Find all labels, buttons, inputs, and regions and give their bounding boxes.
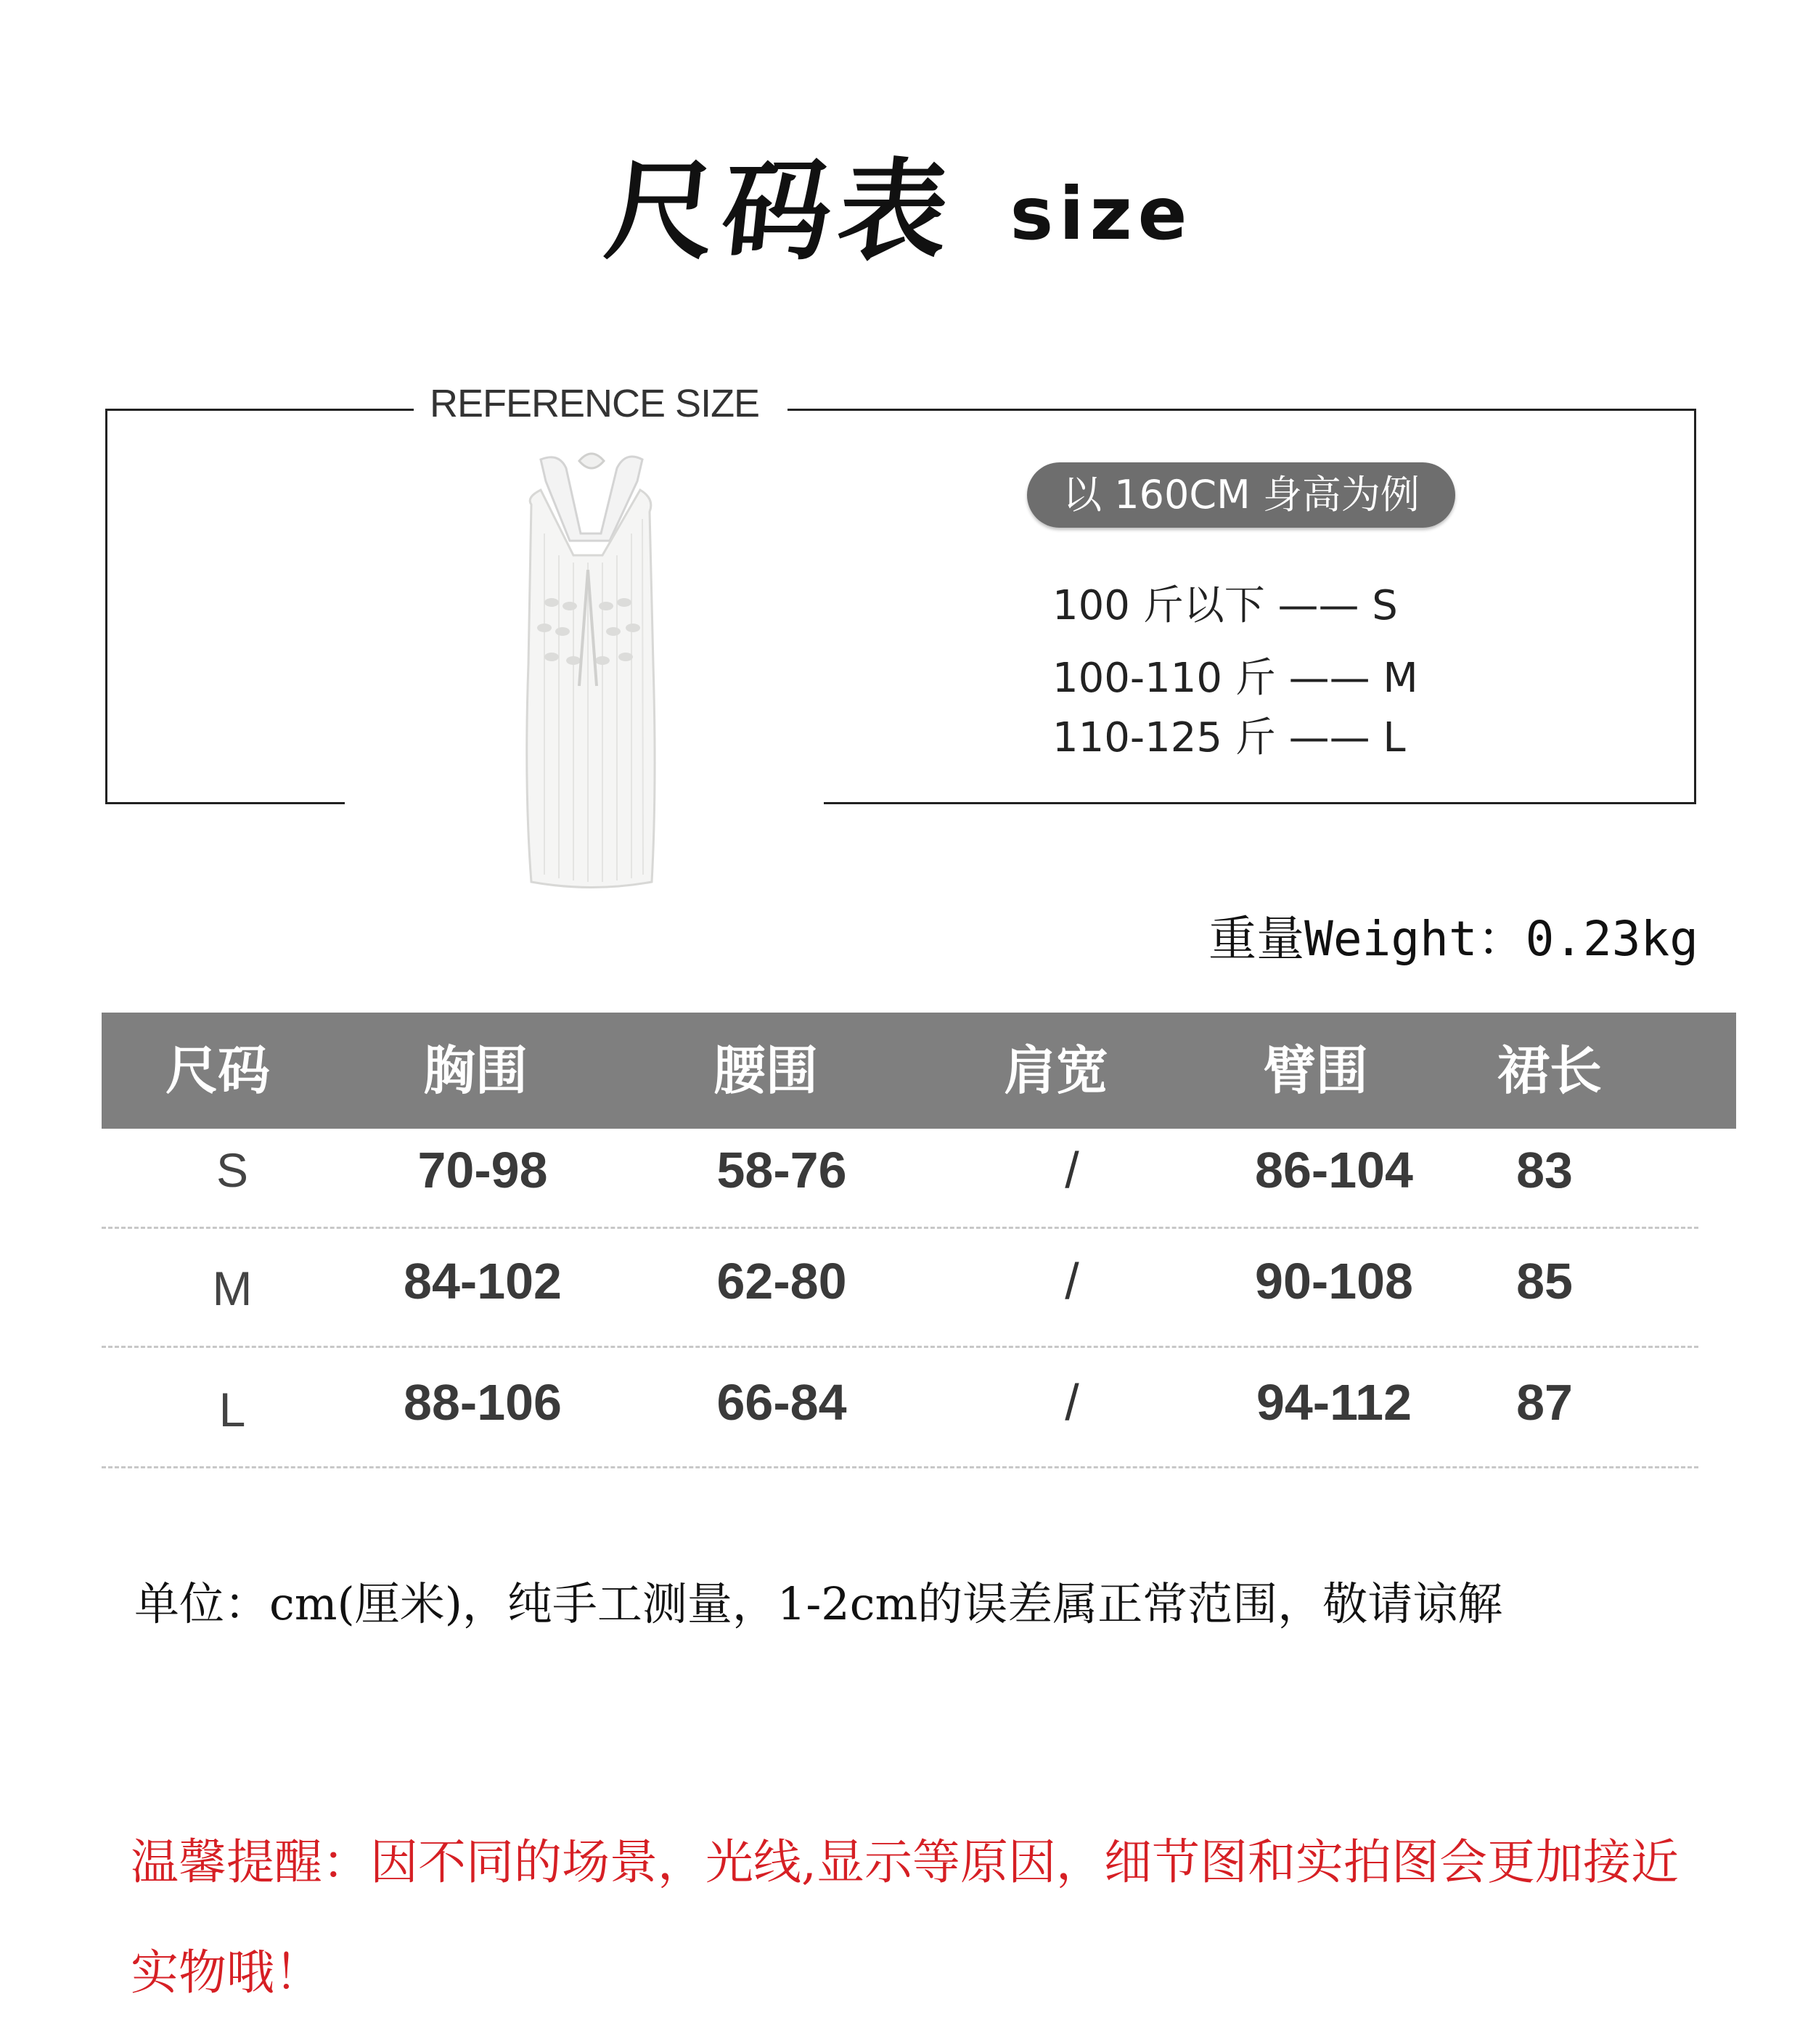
dress-image <box>472 446 704 911</box>
header-arm: 臂围 <box>1263 1039 1369 1101</box>
cell-arm: 90-108 <box>1255 1253 1413 1309</box>
reminder-text: 温馨提醒：因不同的场景，光线,显示等原因，细节图和实拍图会更加接近实物哦！ <box>131 1834 1679 2000</box>
header-size: 尺码 <box>165 1039 271 1101</box>
reference-line-l: 110-125 斤 —— L <box>1052 714 1406 761</box>
cell-arm: 86-104 <box>1255 1142 1413 1198</box>
title-chinese: 尺码表 <box>599 147 962 275</box>
reference-line-m: 100-110 斤 —— M <box>1052 655 1418 702</box>
cell-bust: 70-98 <box>417 1142 548 1198</box>
header-waist: 腰围 <box>713 1039 819 1101</box>
cell-size: S <box>216 1143 249 1197</box>
cell-bust: 88-106 <box>404 1374 562 1431</box>
frame-top-right <box>788 409 1696 411</box>
cell-bust: 84-102 <box>404 1253 562 1309</box>
frame-top-left <box>105 409 417 411</box>
size-table-header <box>102 1013 1736 1129</box>
reference-size-label: REFERENCE SIZE <box>414 381 775 426</box>
header-bust: 胸围 <box>422 1039 528 1101</box>
reference-line-s: 100 斤以下 —— S <box>1052 582 1398 629</box>
cell-waist: 58-76 <box>716 1142 847 1198</box>
table-row <box>102 1227 1736 1336</box>
table-row <box>102 1348 1736 1457</box>
measurement-note: 单位：cm(厘米)，纯手工测量，1-2cm的误差属正常范围，敬请谅解 <box>134 1577 1503 1630</box>
frame-right <box>1694 409 1696 804</box>
header-length: 裙长 <box>1497 1039 1603 1101</box>
cell-shoulder: / <box>1065 1253 1079 1309</box>
title-english: size <box>1010 171 1193 256</box>
cell-size: M <box>212 1262 253 1315</box>
frame-bottom-right <box>824 802 1696 804</box>
cell-length: 87 <box>1516 1374 1573 1431</box>
frame-bottom-left <box>105 802 345 804</box>
cell-waist: 66-84 <box>716 1374 847 1431</box>
cell-arm: 94-112 <box>1256 1374 1412 1431</box>
header-shoulder: 肩宽 <box>1003 1039 1109 1101</box>
table-row <box>102 1116 1736 1225</box>
cell-shoulder: / <box>1065 1374 1079 1431</box>
frame-left <box>105 409 107 804</box>
cell-waist: 62-80 <box>716 1253 847 1309</box>
cell-size: L <box>218 1383 246 1436</box>
page-title <box>0 123 1800 280</box>
height-reference-badge: 以 160CM 身高为例 <box>1027 462 1455 528</box>
cell-length: 85 <box>1516 1253 1573 1309</box>
weight-label: 重量Weight：0.23kg <box>1208 911 1698 967</box>
cell-length: 83 <box>1516 1142 1573 1198</box>
row-divider <box>102 1466 1698 1468</box>
cell-shoulder: / <box>1065 1142 1079 1198</box>
